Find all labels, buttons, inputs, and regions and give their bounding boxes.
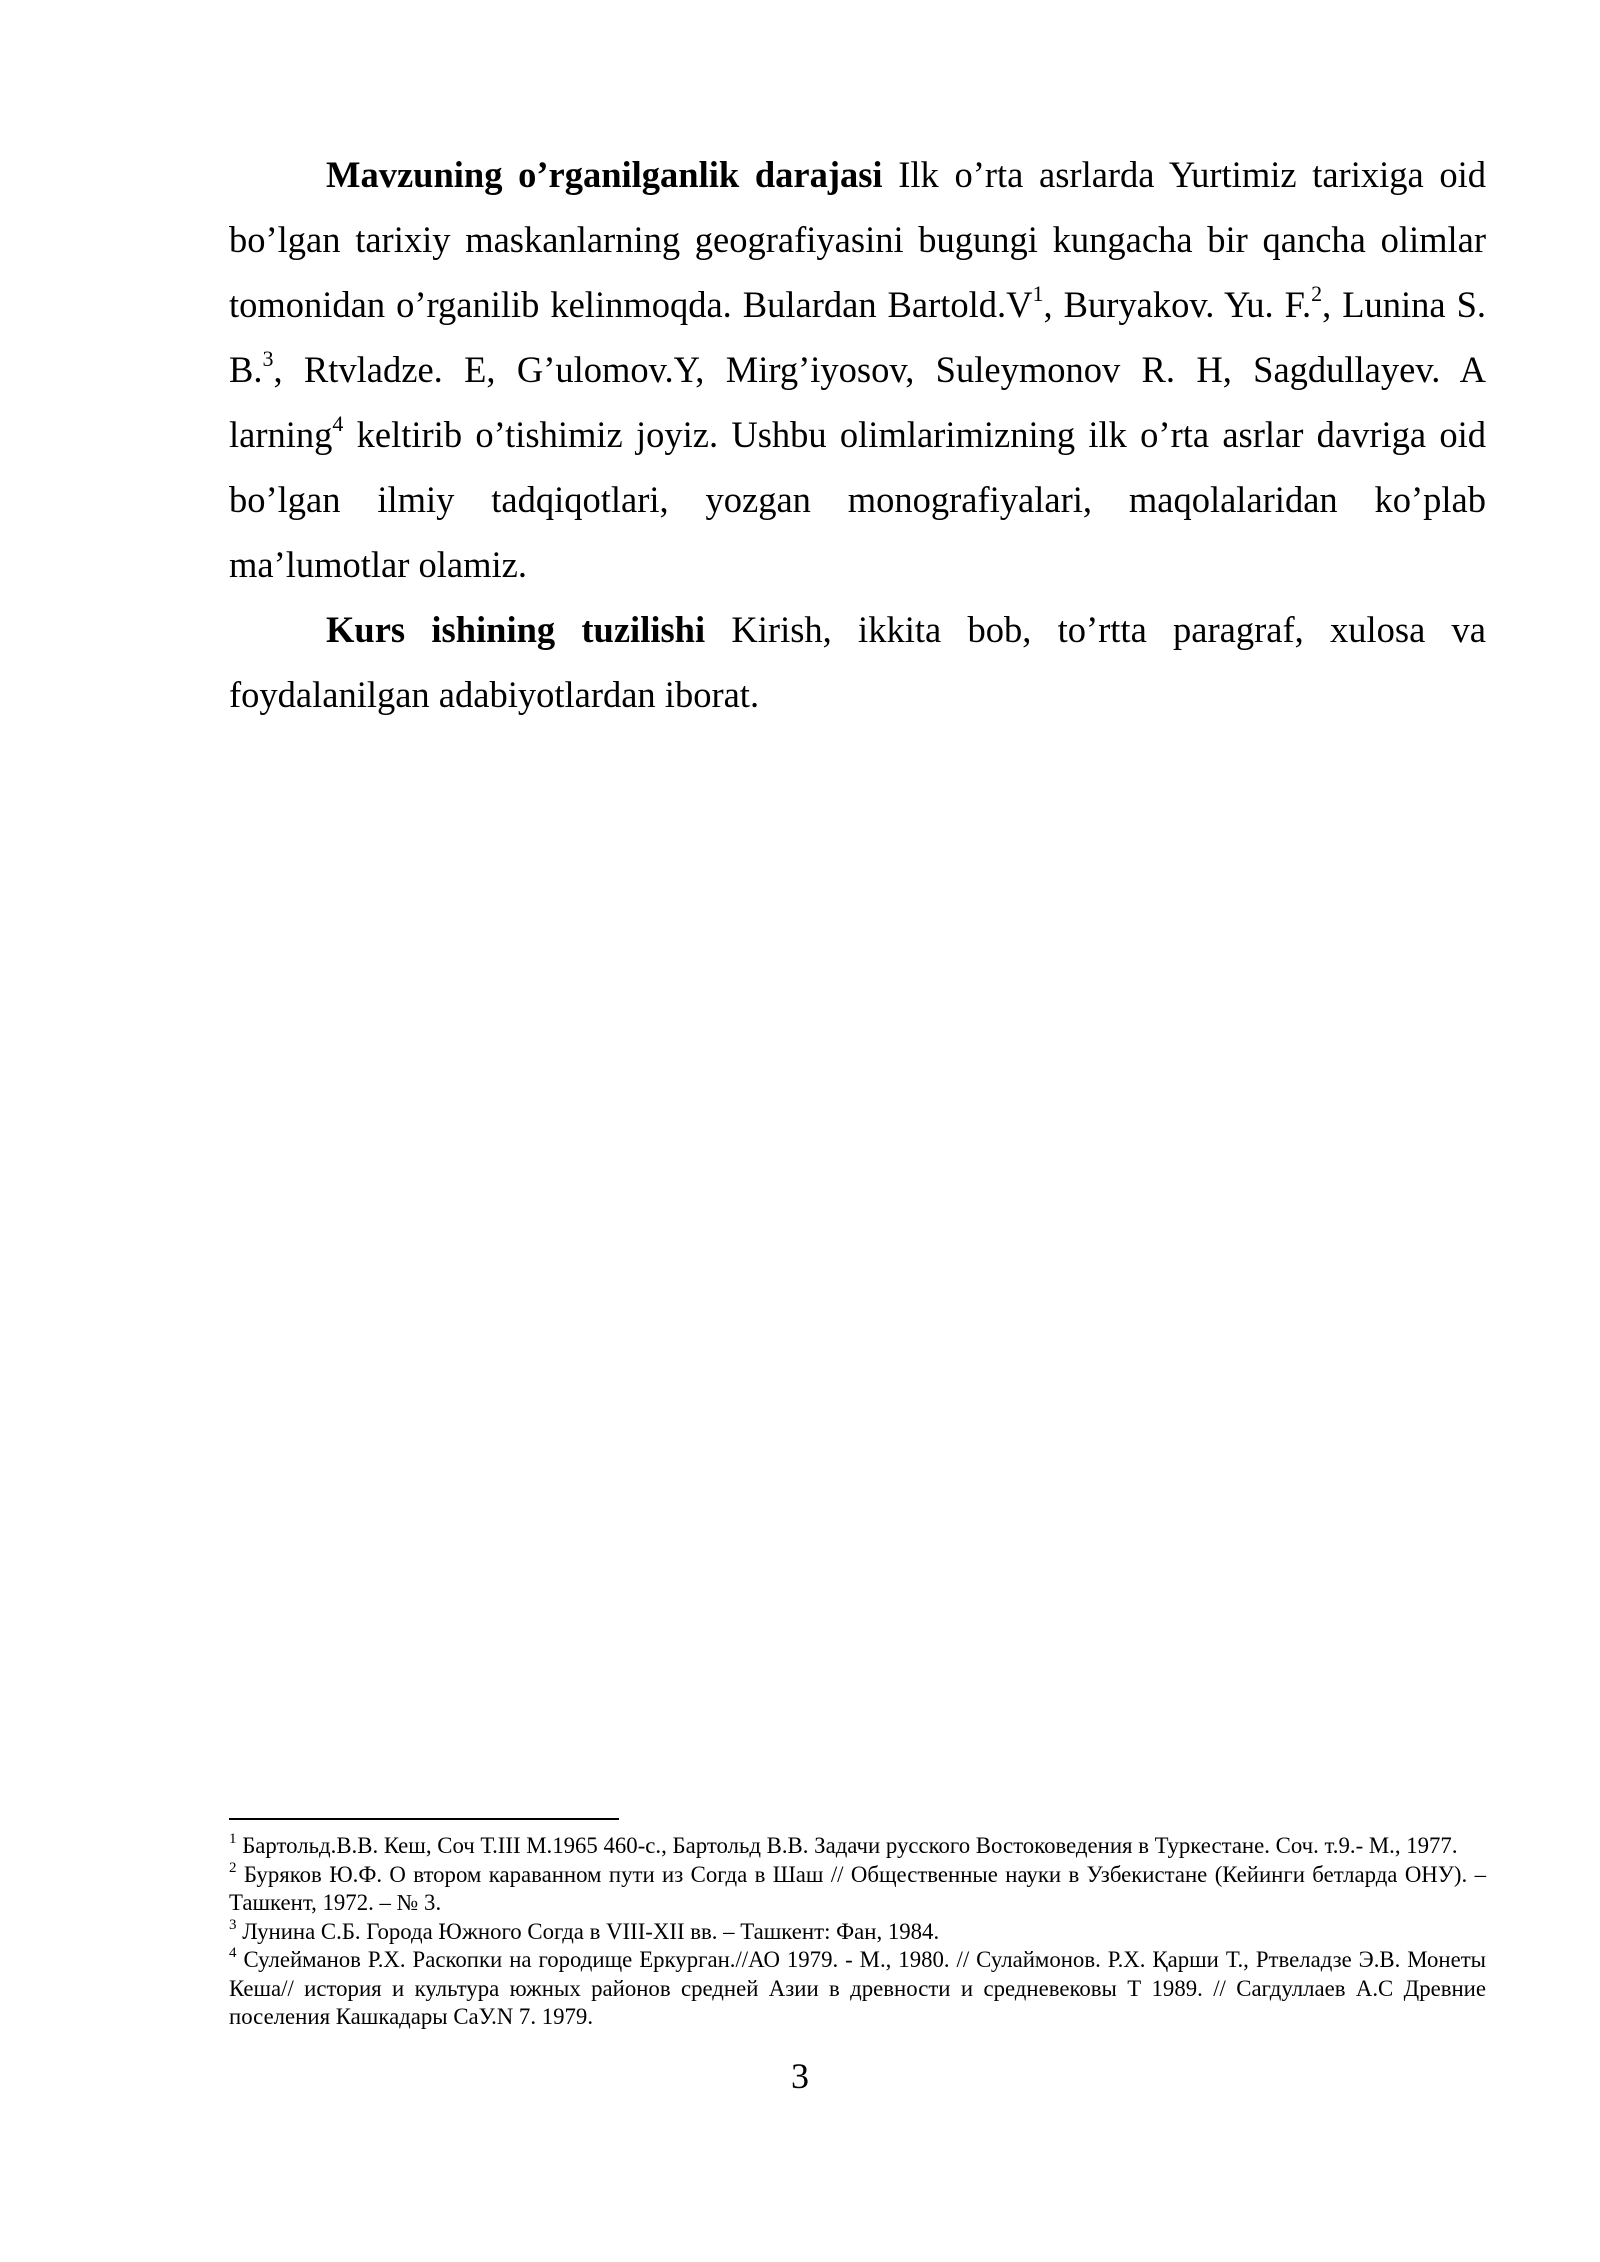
footnote-text: Буряков Ю.Ф. О втором караванном пути из Согда в Шаш // Общественные науки в Узбекистане (Кейинги бетларда ОНУ). – Ташкент, 1972. – № 3. bbox=[229, 1861, 1486, 1915]
footnote-text: Бартольд.В.В. Кеш, Соч Т.III М.1965 460-с., Бартольд В.В. Задачи русского Востоковедения в Туркестане. Соч. т.9.- М., 1977. bbox=[236, 1833, 1458, 1858]
footnote-ref: 4 bbox=[332, 410, 344, 436]
paragraph-text: , Rtvladze. E, G’ulomov.Y, Mirg’iyosov, Suleymonov R. H, Sagdullayev. A larning bbox=[229, 349, 1486, 455]
paragraph-study-level bbox=[229, 142, 1486, 597]
footnote-text: Лунина С.Б. Города Южного Согда в VIII-XII вв. – Ташкент: Фан, 1984. bbox=[236, 1918, 940, 1944]
footnote-text: Сулейманов Р.Х. Раскопки на городище Еркурган.//АО 1979. - М., 1980. // Сулаймонов. Р.Х. Қарши Т., Ртвеладзе Э.В. Монеты Кеша// история и культура южных районов средней Азии в древности и средневековы Т 1989. // Сагдуллаев А.С Древние поселения Кашкадары СаУ.N 7. 1979. bbox=[229, 1947, 1486, 2029]
paragraph-text: , Buryakov. Yu. F. bbox=[1043, 284, 1312, 325]
paragraph-heading: Mavzuning o’rganilganlik darajasi bbox=[326, 154, 883, 195]
footnote-number: 1 bbox=[229, 1831, 237, 1848]
paragraph-text: Kirish, ikkita bob, to’rtta paragraf, xulosa va foydalanilgan adabiyotlardan iborat. bbox=[229, 609, 1487, 715]
footnote bbox=[229, 1918, 1486, 1947]
footnote-ref: 3 bbox=[262, 345, 274, 371]
footnote bbox=[229, 1946, 1486, 2032]
footnote-number: 4 bbox=[229, 1945, 237, 1962]
footnote-separator bbox=[229, 1818, 619, 1820]
footnote bbox=[229, 1832, 1486, 1861]
footnote-ref: 2 bbox=[1311, 280, 1323, 306]
paragraph-text: keltirib o’tishimiz joyiz. Ushbu olimlarimizning ilk o’rta asrlar davriga oid bo’lgan ilmiy tadqiqotlari, yozgan monografiyalari, maqolalaridan ko’plab ma’lumotlar olamiz. bbox=[229, 414, 1486, 585]
paragraph-heading: Kurs ishining tuzilishi bbox=[326, 609, 706, 650]
footnotes bbox=[229, 1832, 1486, 2032]
paragraph-structure bbox=[229, 597, 1486, 727]
footnote-ref: 1 bbox=[1032, 280, 1044, 306]
footnote bbox=[229, 1861, 1486, 1918]
main-text bbox=[229, 142, 1486, 727]
page-number: 3 bbox=[791, 2056, 809, 2096]
paragraph-text: Ilk o’rta asrlarda Yurtimiz tarixiga oid bo’lgan tarixiy maskanlarning geografiyasini bugungi kungacha bir qancha olimlar tomonidan o’rganilib kelinmoqda. Bulardan Bartold.V bbox=[229, 154, 1486, 325]
paragraph-text: , Lunina S. B. bbox=[229, 284, 1486, 390]
footnote-number: 3 bbox=[229, 1916, 237, 1933]
footnote-number: 2 bbox=[229, 1859, 237, 1876]
